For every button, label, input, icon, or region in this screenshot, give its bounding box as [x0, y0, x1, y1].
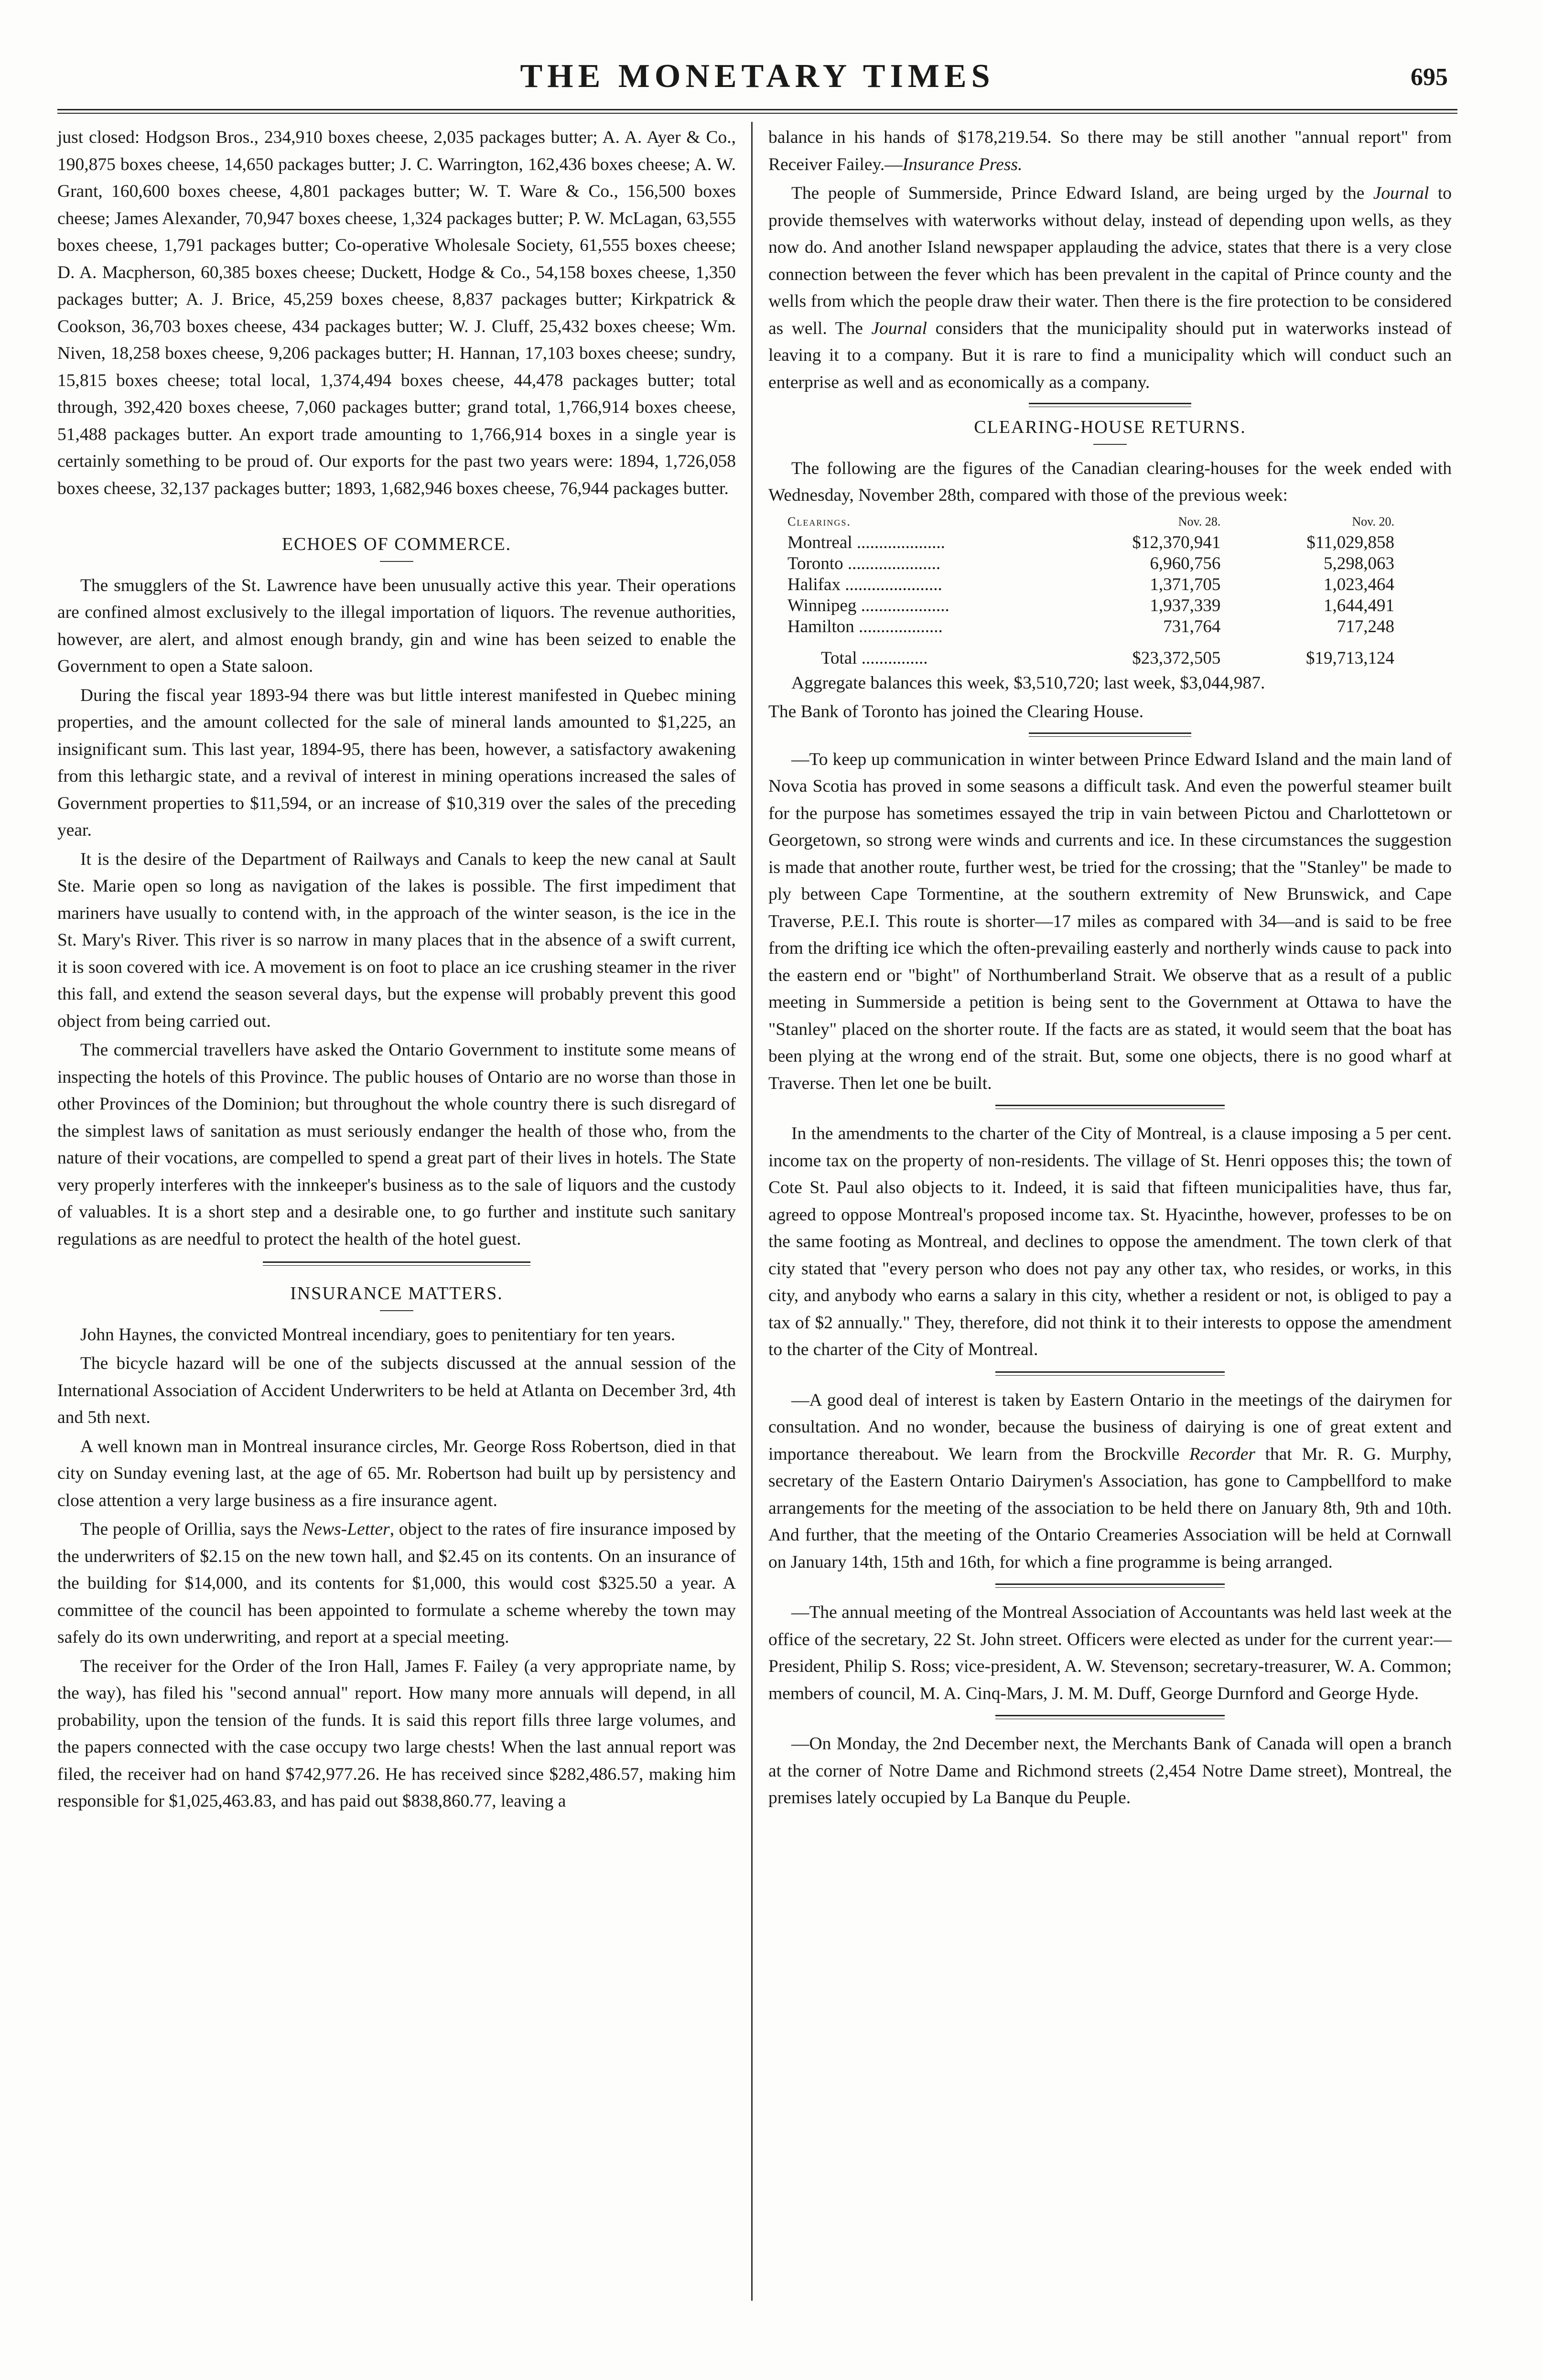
page-number: 695: [1411, 64, 1448, 91]
text-run: The people of Orillia, says the: [80, 1519, 302, 1539]
text-run: that Mr. R. G. Murphy, secretary of the Eastern Ontario Dairymen's Association, has gone to Campbellford to make arrangements for the meeting of the association to be held there on January 8th, 9th and 10th. And further, that the meeting of the Ontario Creameries Association will be held at Cornwall on January 14th, 15th and 16th, for which a fine programme is being arranged.: [768, 1444, 1452, 1572]
total-value: $23,372,505: [1132, 648, 1221, 668]
header-rule-thin: [57, 113, 1457, 114]
newspaper-name: News-Letter: [302, 1519, 390, 1539]
table-row: [787, 595, 1409, 616]
accountants-paragraph: —The annual meeting of the Montreal Association of Accountants was held last week at the office of the secretary, 22 St. John street. Officers were elected as under for the current year:—President, Philip S. Ross; vice-president, A. W. Stevenson; secretary-treasurer, W. A. Common; members of council, M. A. Cinq-Mars, J. M. M. Duff, George Durnford and George Hyde.: [768, 1603, 1452, 1703]
text-run: The people of Summerside, Prince Edward Island, are being urged by the: [791, 183, 1373, 203]
newspaper-name: Journal: [1373, 183, 1429, 203]
merchants-bank-paragraph: —On Monday, the 2nd December next, the Merchants Bank of Canada will open a branch at the corner of Notre Dame and Richmond streets (2,454 Notre Dame street), Montreal, the premises lately occupied by La Banque du Peuple.: [768, 1734, 1452, 1808]
text-run: balance in his hands of $178,219.54. So there may be still another "annual report" from Receiver Failey.—: [768, 128, 1452, 174]
insurance-paragraph: [57, 1516, 736, 1651]
aggregate-balances: Aggregate balances this week, $3,510,720; last week, $3,044,987.: [791, 673, 1265, 693]
value-cell: 1,023,464: [1324, 574, 1394, 594]
total-label: Total ...............: [821, 648, 928, 668]
continued-paragraph: [768, 124, 1452, 178]
echoes-paragraph: The smugglers of the St. Lawrence have been unusually active this year. Their operations are confined almost exclusively to the illegal importation of liquors. The revenue authorities, however, are alert, and almost enough brandy, gin and wine has been seized to enable the Government to open a State saloon.: [57, 575, 736, 676]
insurance-paragraph: The bicycle hazard will be one of the subjects discussed at the annual session of the International Association of Accident Underwriters to be held at Atlanta on December 3rd, 4th and 5th next.: [57, 1354, 736, 1427]
city-cell: Toronto .....................: [787, 553, 941, 573]
table-header-row: [787, 511, 1409, 532]
summerside-paragraph: [768, 180, 1452, 396]
clearing-intro: The following are the figures of the Canadian clearing-houses for the week ended with Wednesday, November 28th, compared with those of the previous week:: [768, 458, 1452, 505]
section-separator: [1029, 732, 1191, 737]
value-cell: $11,029,858: [1306, 532, 1394, 552]
value-cell: 1,937,339: [1150, 595, 1221, 615]
table-row: [787, 616, 1409, 637]
text-run: —A good deal of interest is taken by Eastern Ontario in the meetings of the dairymen for consultation. And no wonder, because the business of dairying is one of great extent and importance thereabout. We learn from the Brockville: [768, 1390, 1452, 1464]
section-rule: [380, 561, 413, 562]
montreal-tax-paragraph: In the amendments to the charter of the City of Montreal, is a clause imposing a 5 per cent. income tax on the property of non-residents. The village of St. Henri opposes this; the town of Cote St. Paul also objects to it. Indeed, it is said that fifteen municipalities have, thus far, agreed to oppose Montreal's proposed income tax. St. Hyacinthe, however, professes to be on the same footing as Montreal, and declines to oppose the amendment. The town clerk of that city stated that "every person who does not pay any other tax, who resides, or works, in this city, and anybody who earns a salary in this city, whether a resident or not, is obliged to pay a tax of $2 annually." They, therefore, did not think it to their interests to oppose the amendment to the charter of the City of Montreal.: [768, 1124, 1452, 1359]
section-separator: [995, 1583, 1225, 1588]
table-row: [787, 553, 1409, 574]
value-cell: 717,248: [1337, 616, 1394, 636]
value-cell: 5,298,063: [1324, 553, 1394, 573]
right-column: [768, 124, 1452, 1812]
pei-paragraph: —To keep up communication in winter between Prince Edward Island and the main land of Nova Scotia has proved in some seasons a difficult task. And even the powerful steamer built for the purpose has sometimes essayed the trip in vain between Pictou and Charlottetown or Georgetown, so strong were winds and currents and ice. In these circumstances the suggestion is made that another route, further west, be tried for the crossing; that the "Stanley" be made to ply between Cape Tormentine, at the southern extremity of New Brunswick, and Cape Traverse, P.E.I. This route is shorter—17 miles as compared with 34—and is said to be free from the drifting ice which the often-prevailing easterly and northerly winds cause to pack into the eastern end or "bight" of Northumberland Strait. We observe that as a result of a public meeting in Summerside a petition is being sent to the Government at Ottawa to have the "Stanley" placed on the shorter route. If the facts are as stated, it would seem that the boat has been plying at the wrong end of the strait. But, some one objects, there is no good wharf at Traverse. Then let one be built.: [768, 749, 1452, 1093]
section-title-echoes: ECHOES OF COMMERCE.: [281, 534, 512, 554]
city-cell: Hamilton ...................: [787, 616, 943, 636]
value-cell: 1,644,491: [1324, 595, 1394, 615]
clearing-table: [787, 511, 1409, 669]
value-cell: 731,764: [1163, 616, 1221, 636]
column-divider: [751, 122, 753, 2301]
column-header: Clearings.: [787, 514, 851, 528]
header-rule: [57, 109, 1457, 110]
dairy-paragraph: [768, 1387, 1452, 1576]
value-cell: 6,960,756: [1150, 553, 1221, 573]
section-separator: [1029, 403, 1191, 407]
total-row: [787, 637, 1409, 669]
city-cell: Winnipeg ....................: [787, 595, 949, 615]
left-column: [57, 124, 736, 1815]
section-title-insurance: INSURANCE MATTERS.: [290, 1283, 503, 1303]
section-separator: [995, 1105, 1225, 1109]
table-row: [787, 532, 1409, 553]
page-header: [57, 53, 1457, 119]
section-separator: [995, 1371, 1225, 1376]
city-cell: Halifax ......................: [787, 574, 942, 594]
masthead-title: THE MONETARY TIMES: [520, 58, 995, 95]
value-cell: 1,371,705: [1150, 574, 1221, 594]
newspaper-name: Recorder: [1189, 1444, 1255, 1464]
section-title-clearing: CLEARING-HOUSE RETURNS.: [974, 417, 1246, 437]
text-run: , object to the rates of fire insurance imposed by the underwriters of $2.15 on the new town hall, and $2.45 on its contents. On an insurance of the building for $14,000, and its contents for $1,000, this would cost $325.50 a year. A committee of the council has been appointed to formulate a scheme whereby the town may safely do its own underwriting, and report at a special meeting.: [57, 1519, 736, 1647]
section-rule: [1093, 444, 1127, 445]
text-run: to provide themselves with waterworks without delay, instead of depending upon wells, as they now do. And another Island newspaper applauding the advice, states that there is a very close connection between the fever which has been prevalent in the capital of Prince county and the wells from which the people draw their water. Then there is the fire protection to be considered as well. The: [768, 183, 1452, 338]
insurance-paragraph: A well known man in Montreal insurance circles, Mr. George Ross Robertson, died in that city on Sunday evening last, at the age of 65. Mr. Robertson had built up by persistency and close attention a very large business as a fire insurance agent.: [57, 1436, 736, 1510]
table-row: [787, 574, 1409, 595]
section-separator: [995, 1715, 1225, 1719]
text-run: considers that the municipality should put in waterworks instead of leaving it to a company. But it is rare to find a municipality which will conduct such an enterprise as well and as economically as a company.: [768, 318, 1452, 392]
echoes-paragraph: During the fiscal year 1893-94 there was but little interest manifested in Quebec mining properties, and the amount collected for the sale of mineral lands amounted to $1,225, an insignificant sum. This last year, 1894-95, there has been, however, a satisfactory awakening from this lethargic state, and a revival of interest in mining operations increased the sales of Government properties to $11,594, or an increase of $10,319 over the sales of the preceding year.: [57, 685, 736, 840]
total-value: $19,713,124: [1306, 648, 1394, 668]
echoes-paragraph: The commercial travellers have asked the Ontario Government to institute some means of inspecting the hotels of this Province. The public houses of Ontario are no worse than those in other Provinces of the Dominion; but throughout the whole country there is such disregard of the simplest laws of sanitation as must seriously endanger the health of those who, from the nature of their vocations, are compelled to spend a great part of their lives in hotels. The State very properly interferes with the innkeeper's business as to the sale of liquors and the custody of valuables. It is a short step and a desirable one, to go further and institute such sanitary regulations as are needful to protect the health of the hotel guest.: [57, 1040, 736, 1249]
insurance-paragraph: John Haynes, the convicted Montreal incendiary, goes to penitentiary for ten years.: [80, 1325, 676, 1345]
column-header: Nov. 20.: [1352, 514, 1394, 528]
clearing-note: The Bank of Toronto has joined the Clearing House.: [768, 702, 1144, 722]
cheese-exports-paragraph: just closed: Hodgson Bros., 234,910 boxes cheese, 2,035 packages butter; A. A. Ayer & Co., 190,875 boxes cheese, 14,650 packages butter; J. C. Warrington, 162,436 boxes cheese; A. W. Grant, 160,600 boxes cheese, 4,801 packages butter; W. T. Ware & Co., 156,500 boxes cheese; James Alexander, 70,947 boxes cheese, 1,324 packages butter; P. W. McLagan, 63,555 boxes cheese, 1,791 packages butter; Co-operative Wholesale Society, 61,555 boxes cheese; D. A. Macpherson, 60,385 boxes cheese; Duckett, Hodge & Co., 54,158 boxes cheese, 1,350 packages butter; A. J. Brice, 45,259 boxes cheese, 8,837 packages butter; Kirkpatrick & Cookson, 36,703 boxes cheese, 434 packages butter; W. J. Cluff, 25,432 boxes cheese; Wm. Niven, 18,258 boxes cheese, 9,206 packages butter; H. Hannan, 17,103 boxes cheese; sundry, 15,815 boxes cheese; total local, 1,374,494 boxes cheese, 44,478 packages butter; total through, 392,420 boxes cheese, 7,060 packages butter; grand total, 1,766,914 boxes cheese, 51,488 packages butter. An export trade amounting to 1,766,914 boxes in a single year is certainly something to be proud of. Our exports for the past two years were: 1894, 1,726,058 boxes cheese, 32,137 packages butter; 1893, 1,682,946 boxes cheese, 76,944 packages butter.: [57, 128, 736, 498]
echoes-paragraph: It is the desire of the Department of Railways and Canals to keep the new canal at Sault Ste. Marie open so long as navigation of the lakes is possible. The first impediment that mariners have usually to contend with, in the approach of the winter season, is the ice in the St. Mary's River. This river is so narrow in many places that in the absence of a swift current, it is soon covered with ice. A movement is on foot to place an ice crushing steamer in the river this fall, and extend the season several days, but the expense will probably prevent this good object from being carried out.: [57, 849, 736, 1031]
source-name: Insurance Press.: [902, 154, 1023, 174]
column-header: Nov. 28.: [1178, 514, 1221, 528]
section-separator: [263, 1261, 530, 1266]
newspaper-name: Journal: [871, 318, 927, 338]
section-rule: [380, 1310, 413, 1311]
value-cell: $12,370,941: [1132, 532, 1221, 552]
city-cell: Montreal ....................: [787, 532, 945, 552]
insurance-paragraph: The receiver for the Order of the Iron Hall, James F. Failey (a very appropriate name, by the way), has filed his "second annual" report. How many more annuals will depend, in all probability, upon the tension of the funds. It is said this report fills three large volumes, and the papers connected with the case occupy two large chests! When the last annual report was filed, the receiver had on hand $742,977.26. He has received since $282,486.57, making him responsible for $1,025,463.83, and has paid out $838,860.77, leaving a: [57, 1656, 736, 1811]
